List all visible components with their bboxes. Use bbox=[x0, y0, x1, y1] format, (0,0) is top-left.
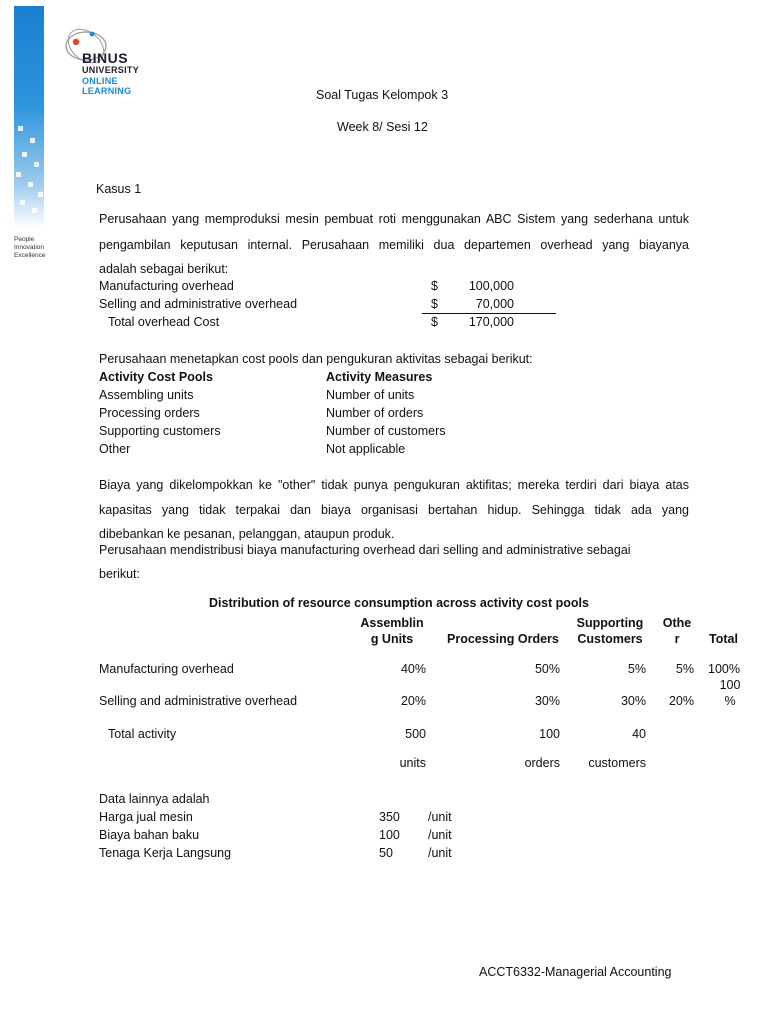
col-header-other: Othe bbox=[662, 616, 692, 630]
overhead-total-label: Total overhead Cost bbox=[108, 315, 220, 329]
cell-total: 100 bbox=[719, 678, 741, 692]
distribution-title: Distribution of resource consumption across activity cost pools bbox=[209, 596, 589, 610]
row-label: Manufacturing overhead bbox=[99, 662, 234, 676]
intro-line: Perusahaan yang memproduksi mesin pembuat roti menggunakan ABC Sistem yang sederhana untuk bbox=[99, 212, 689, 226]
dist-line: Perusahaan mendistribusi biaya manufacturing overhead dari selling and administrative sebagai bbox=[99, 543, 631, 557]
unit-assembling: units bbox=[399, 756, 426, 770]
pool-measure: Number of customers bbox=[326, 424, 446, 438]
col-header-processing: Processing Orders bbox=[447, 632, 559, 646]
pool-name: Processing orders bbox=[99, 406, 200, 420]
unit-processing: orders bbox=[524, 756, 560, 770]
overhead-currency: $ bbox=[431, 297, 438, 311]
other-line: kapasitas yang tidak terpakai dan biaya organisasi bertahan hidup. Sehingga tidak ada yang bbox=[99, 503, 689, 517]
pools-header: Activity Cost Pools bbox=[99, 370, 213, 384]
logo-tagline bbox=[14, 236, 45, 260]
pool-name: Supporting customers bbox=[99, 424, 221, 438]
cell-supporting: 30% bbox=[620, 694, 646, 708]
cell-supporting: 5% bbox=[627, 662, 646, 676]
tagline-line: People bbox=[14, 236, 35, 243]
measures-header: Activity Measures bbox=[326, 370, 433, 384]
other-data-label: Tenaga Kerja Langsung bbox=[99, 846, 232, 860]
cell-total: 100% bbox=[708, 662, 740, 676]
case-label: Kasus 1 bbox=[96, 182, 142, 196]
total-activity-label: Total activity bbox=[108, 727, 177, 741]
intro-line: pengambilan keputusan internal. Perusahaan memiliki dua departemen overhead yang biayanya bbox=[99, 238, 689, 252]
pool-name: Other bbox=[99, 442, 131, 456]
col-header-other: r bbox=[674, 632, 680, 646]
overhead-label: Selling and administrative overhead bbox=[99, 297, 298, 311]
overhead-total-currency: $ bbox=[431, 315, 438, 329]
overhead-currency: $ bbox=[431, 279, 438, 293]
other-data-unit: /unit bbox=[428, 810, 452, 824]
col-header-supporting: Customers bbox=[577, 632, 643, 646]
col-header-supporting: Supporting bbox=[576, 616, 644, 630]
cell-other: 5% bbox=[675, 662, 694, 676]
pool-name: Assembling units bbox=[99, 388, 194, 402]
intro-line: adalah sebagai berikut: bbox=[99, 262, 229, 276]
binus-logo bbox=[58, 16, 168, 102]
cell-assembling: 40% bbox=[400, 662, 426, 676]
overhead-label: Manufacturing overhead bbox=[99, 279, 234, 293]
logo-university: UNIVERSITY bbox=[82, 65, 140, 75]
dist-line: berikut: bbox=[99, 567, 140, 581]
other-data-label: Biaya bahan baku bbox=[99, 828, 200, 842]
decorative-strip bbox=[14, 6, 44, 228]
page-subtitle: Week 8/ Sesi 12 bbox=[337, 120, 428, 134]
tagline-line: Innovation bbox=[14, 244, 44, 251]
other-data-unit: /unit bbox=[428, 846, 452, 860]
pools-intro: Perusahaan menetapkan cost pools dan pengukuran aktivitas sebagai berikut: bbox=[99, 352, 533, 366]
other-data-value: 50 bbox=[379, 846, 393, 860]
logo-online: ONLINE bbox=[82, 76, 118, 86]
cell-processing: 30% bbox=[534, 694, 560, 708]
pool-measure: Number of orders bbox=[326, 406, 424, 420]
unit-supporting: customers bbox=[588, 756, 646, 770]
cell-processing: 50% bbox=[534, 662, 560, 676]
overhead-total-amount: 170,000 bbox=[468, 315, 514, 329]
cell-supporting: 40 bbox=[632, 727, 646, 741]
col-header-total: Total bbox=[709, 632, 738, 646]
col-header-assembling: g Units bbox=[370, 632, 414, 646]
total-divider bbox=[422, 313, 556, 314]
logo-learning: LEARNING bbox=[82, 86, 132, 96]
cell-total: % bbox=[724, 694, 736, 708]
tagline-line: Excellence bbox=[14, 252, 46, 259]
cell-assembling: 500 bbox=[405, 727, 426, 741]
other-line: Biaya yang dikelompokkan ke "other" tidak punya pengukuran aktifitas; mereka terdiri dari biaya atas bbox=[99, 478, 689, 492]
footer-course: ACCT6332-Managerial Accounting bbox=[479, 965, 672, 979]
logo-wordmark: BINUS bbox=[82, 50, 129, 66]
other-line: dibebankan ke pesanan, pelanggan, ataupun produk. bbox=[99, 527, 395, 541]
cell-other: 20% bbox=[668, 694, 694, 708]
row-label: Selling and administrative overhead bbox=[99, 694, 298, 708]
other-data-label: Harga jual mesin bbox=[99, 810, 193, 824]
other-data-title: Data lainnya adalah bbox=[99, 792, 210, 806]
overhead-amount: 100,000 bbox=[468, 279, 514, 293]
overhead-amount: 70,000 bbox=[475, 297, 514, 311]
pool-measure: Number of units bbox=[326, 388, 415, 402]
cell-processing: 100 bbox=[539, 727, 560, 741]
col-header-assembling: Assemblin bbox=[360, 616, 424, 630]
other-data-unit: /unit bbox=[428, 828, 452, 842]
page-title: Soal Tugas Kelompok 3 bbox=[316, 88, 449, 102]
other-data-value: 350 bbox=[379, 810, 400, 824]
pool-measure: Not applicable bbox=[326, 442, 406, 456]
other-data-value: 100 bbox=[379, 828, 400, 842]
cell-assembling: 20% bbox=[400, 694, 426, 708]
